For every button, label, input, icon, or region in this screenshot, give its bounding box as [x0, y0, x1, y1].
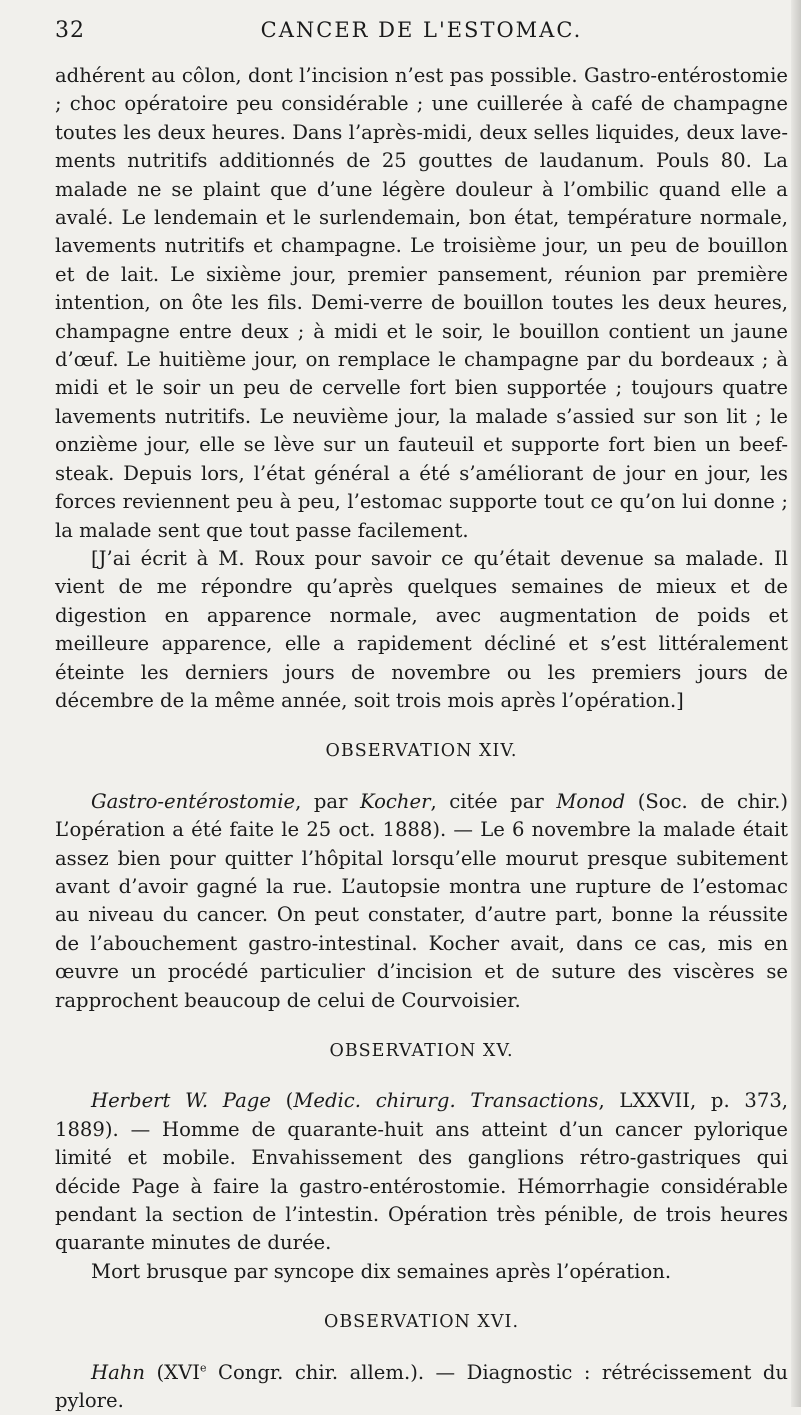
observation-xvi-heading: OBSERVATION XVI. [323, 1312, 520, 1333]
paragraph-continuation: adhérent au côlon, dont l’incision n’est pas possible. Gastro-entérostomie ; choc opératoire peu considérable ; une cuillerée à café de champagne toutes les deux heures. Dans l’après-midi, deux selles liquides, deux lave-ments nutritifs additionnés de 25 gouttes de laudanum. Pouls 80. La malade ne se plaint que d’une légère douleur à l’ombilic quand elle a avalé. Le lendemain et le surlendemain, bon état, température normale, lavements nutritifs et champagne. Le troisième jour, un peu de bouillon et de lait. Le sixième jour, premier pansement, réunion par première intention, on ôte les fils. Demi-verre de bouillon toutes les deux heures, champagne entre deux ; à midi et le soir, le bouillon contient un jaune d’œuf. Le huitième jour, on remplace le champagne par du bordeaux ; à midi et le soir un peu de cervelle fort bien supportée ; toujours quatre lavements nutritifs. Le neuvième jour, la malade s’assied sur son lit ; le onzième jour, elle se lève sur un fauteuil et supporte fort bien un beef-steak. Depuis lors, l’état général a été s’améliorant de jour en jour, les forces reviennent peu à peu, l’estomac supporte tout ce qu’on lui donne ; la malade sent que tout passe facilement. [55, 64, 788, 542]
paragraph-roux-letter: [J’ai écrit à M. Roux pour savoir ce qu’était devenue sa malade. Il vient de me répondre qu’après quelques semaines de mieux et de digestion en apparence normale, avec augmentation de poids et meilleure apparence, elle a rapidement décliné et s’est littéralement éteinte les derniers jours de novembre ou les premiers jours de décembre de la même année, soit trois mois après l’opération.] [55, 546, 788, 712]
book-page [55, 18, 788, 1415]
observation-xv-heading: OBSERVATION XV. [329, 1040, 514, 1061]
obs16-author: Hahn [91, 1360, 146, 1384]
observation-xv-outcome: Mort brusque par syncope dix semaines après l’opération. [91, 1259, 672, 1283]
running-title: CANCER DE L'ESTOMAC. [260, 18, 583, 42]
page-header [55, 18, 788, 62]
page-number: 32 [55, 18, 85, 43]
observation-xv-text: Herbert W. Page (Medic. chirurg. Transactions, LXXVII, p. 373, 1889). — Homme de quarante-huit ans atteint d’un cancer pylorique limité et mobile. Envahissement des ganglions rétro-gastriques qui décide Page à faire la gastro-entérostomie. Hémorrhagie considérable pendant la section de l’intestin. Opération très pénible, de trois heures quarante minutes de durée. [55, 1089, 789, 1255]
obs15-journal: Medic. chirurg. Transactions [293, 1089, 599, 1113]
obs14-citer: Monod [556, 789, 626, 813]
obs14-title: Gastro-entérostomie [91, 789, 296, 813]
observation-xiv-heading: OBSERVATION XIV. [325, 741, 518, 762]
observation-xiv-text: Gastro-entérostomie, par Kocher, citée par Monod (Soc. de chir.) L’opération a été faite le 25 oct. 1888). — Le 6 novembre la malade était assez bien pour quitter l’hôpital lorsqu’elle mourut presque subitement avant d’avoir gagné la rue. L’autopsie montra une rupture de l’estomac au niveau du cancer. On peut constater, d’autre part, bonne la réussite de l’abouchement gastro-intestinal. Kocher avait, dans ce cas, mis en œuvre un procédé particulier d’incision et de suture des viscères se rapprochent beaucoup de celui de Courvoisier. [55, 789, 788, 1012]
obs14-author: Kocher [360, 789, 431, 813]
body-text [55, 62, 788, 1415]
obs15-author: Herbert W. Page [91, 1089, 271, 1113]
page-edge [791, 0, 801, 1407]
observation-xvi-text: Hahn (XVIe Congr. chir. allem.). — Diagnostic : rétrécissement du pylore. [55, 1360, 788, 1413]
